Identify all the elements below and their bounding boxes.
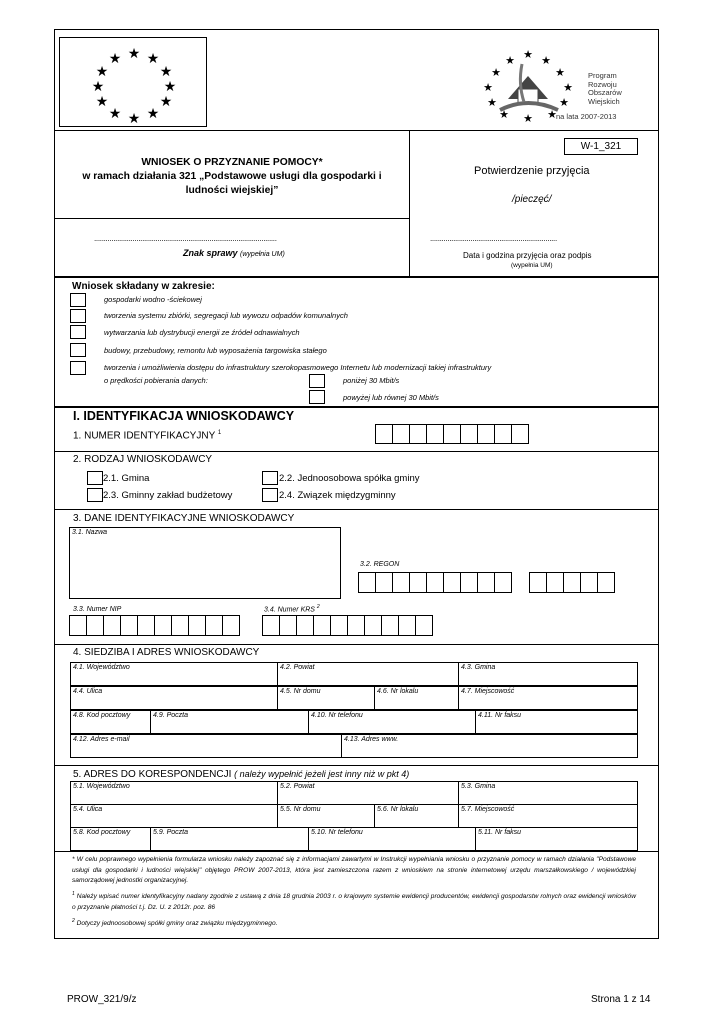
scope-item: gospodarki wodno -ściekowej xyxy=(104,295,202,304)
date-dots: .................................................................. xyxy=(430,234,557,243)
footnote-2-text: Dotyczy jednoosobowej spółki gminy oraz związku międzygminnego. xyxy=(76,920,278,928)
logo-line: Program xyxy=(588,71,617,80)
confirmation-label: Potwierdzenie przyjęcia xyxy=(474,165,590,177)
krs-text: 3.4. Numer KRS xyxy=(264,606,315,614)
case-note: (wypełnia UM) xyxy=(240,251,285,258)
corr-house-number-field[interactable] xyxy=(277,804,375,828)
website-field[interactable] xyxy=(341,734,638,758)
section4-title: 4. SIEDZIBA I ADRES WNIOSKODAWCY xyxy=(73,647,260,658)
field-label: 5.11. Nr faksu xyxy=(478,829,522,836)
applicant-type-label: 2.4. Związek międzygminny xyxy=(279,490,396,501)
field-label: 5.7. Miejscowość xyxy=(461,806,515,813)
svg-text:★: ★ xyxy=(108,106,122,122)
field-label: 4.10. Nr telefonu xyxy=(311,712,363,719)
section3-title: 3. DANE IDENTYFIKACYJNE WNIOSKODAWCY xyxy=(73,513,295,524)
svg-text:★: ★ xyxy=(483,81,493,94)
svg-text:★: ★ xyxy=(555,66,565,79)
nip-boxes[interactable] xyxy=(69,615,240,636)
regon-extra-boxes[interactable] xyxy=(529,572,615,593)
krs-boxes[interactable] xyxy=(262,615,433,636)
postal-code-field[interactable] xyxy=(70,710,151,734)
field-label: 4.8. Kod pocztowy xyxy=(73,712,131,719)
footer-code: PROW_321/9/z xyxy=(67,994,137,1005)
field-label: 5.8. Kod pocztowy xyxy=(73,829,131,836)
id-number-label xyxy=(73,430,221,441)
form-code: W-1_321 xyxy=(580,141,622,152)
field-label: 4.11. Nr faksu xyxy=(478,712,522,719)
krs-footnote-mark: 2 xyxy=(316,604,320,610)
corr-commune-field[interactable] xyxy=(458,781,638,805)
field-label: 5.3. Gmina xyxy=(461,783,496,790)
corr-street-field[interactable] xyxy=(70,804,278,828)
field-label: 5.4. Ulica xyxy=(73,806,103,813)
scope-checkbox-waste[interactable] xyxy=(70,309,86,323)
field-label: 4.7. Miejscowość xyxy=(461,688,515,695)
applicant-type-label: 2.1. Gmina xyxy=(103,473,150,484)
field-label: 4.12. Adres e-mail xyxy=(73,736,130,743)
case-dots: ............................................................................................... xyxy=(94,234,277,243)
corr-voivodeship-field[interactable] xyxy=(70,781,278,805)
footnote-1-text: Należy wpisać numer identyfikacyjny nadany zgodnie z ustawą z dnia 18 grudnia 2003 r. o krajowym systemie ewidencji producentów, ewidencji gospodarstw rolnych oraz ewidencji wniosków o przyznanie płatności t.j. Dz. U. z 2012r. poz. 86 xyxy=(72,893,636,911)
city-field[interactable] xyxy=(458,686,638,710)
name-label: 3.1. Nazwa xyxy=(72,529,108,536)
stamp-label: /pieczęć/ xyxy=(512,194,552,205)
applicant-type-label: 2.2. Jednoosobowa spółka gminy xyxy=(279,473,420,484)
krs-label xyxy=(264,604,320,613)
nip-label: 3.3. Numer NIP xyxy=(73,606,122,613)
svg-text:★: ★ xyxy=(499,108,509,121)
svg-text:★: ★ xyxy=(163,79,177,95)
svg-text:★: ★ xyxy=(91,79,105,95)
svg-text:★: ★ xyxy=(547,108,557,121)
case-number-label xyxy=(183,248,285,258)
footnote-2-mark: 2 xyxy=(72,918,75,924)
corr-city-field[interactable] xyxy=(458,804,638,828)
id-footnote-mark: 1 xyxy=(217,430,222,436)
logo-line: na lata 2007-2013 xyxy=(556,112,617,121)
apartment-number-field[interactable] xyxy=(374,686,459,710)
house-number-field[interactable] xyxy=(277,686,375,710)
logo-line: Rozwoju xyxy=(588,79,617,89)
fax-field[interactable] xyxy=(475,710,638,734)
corr-phone-field[interactable] xyxy=(308,827,476,851)
title-line: WNIOSEK O PRZYZNANIE POMOCY* xyxy=(141,157,323,168)
applicant-type-checkbox-budget-unit[interactable] xyxy=(87,488,103,502)
speed-checkbox-below-30[interactable] xyxy=(309,374,325,388)
corr-fax-field[interactable] xyxy=(475,827,638,851)
scope-checkbox-market[interactable] xyxy=(70,343,86,357)
svg-text:★: ★ xyxy=(95,64,109,80)
date-note: (wypełnia UM) xyxy=(511,262,553,269)
svg-text:★: ★ xyxy=(559,96,569,109)
svg-text:★: ★ xyxy=(487,96,497,109)
voivodeship-field[interactable] xyxy=(70,662,278,686)
title-line: w ramach działania 321 „Podstawowe usługi dla gospodarki i xyxy=(82,171,382,182)
scope-checkbox-water[interactable] xyxy=(70,293,86,307)
svg-text:★: ★ xyxy=(563,81,573,94)
case-label: Znak sprawy xyxy=(183,248,238,258)
field-label: 4.2. Powiat xyxy=(280,664,315,671)
section5-note: ( należy wypełnić jeżeli jest inny niż w pkt 4) xyxy=(234,769,410,779)
section1-title: I. IDENTYFIKACJA WNIOSKODAWCY xyxy=(73,409,295,423)
corr-post-office-field[interactable] xyxy=(150,827,309,851)
scope-checkbox-internet[interactable] xyxy=(70,361,86,375)
street-field[interactable] xyxy=(70,686,278,710)
field-label: 5.5. Nr domu xyxy=(280,806,321,813)
field-label: 4.4. Ulica xyxy=(73,688,103,695)
field-label: 4.5. Nr domu xyxy=(280,688,321,695)
section2-title: 2. RODZAJ WNIOSKODAWCY xyxy=(73,454,213,465)
svg-text:★: ★ xyxy=(108,51,122,67)
phone-field[interactable] xyxy=(308,710,476,734)
date-label: Data i godzina przyjęcia oraz podpis xyxy=(463,251,592,260)
field-label: 5.6. Nr lokalu xyxy=(377,806,419,813)
regon-label: 3.2. REGON xyxy=(360,561,400,568)
logo-line: Obszarów xyxy=(588,88,622,98)
corr-apartment-number-field[interactable] xyxy=(374,804,459,828)
field-label: 5.2. Powiat xyxy=(280,783,315,790)
email-field[interactable] xyxy=(70,734,342,758)
scope-item: wytwarzania lub dystrybucji energii ze źródeł odnawialnych xyxy=(104,328,300,337)
form-code-box xyxy=(564,138,638,155)
section5-title: 5. ADRES DO KORESPONDENCJI xyxy=(73,769,232,780)
svg-text:★: ★ xyxy=(127,46,141,62)
district-field[interactable] xyxy=(277,662,459,686)
field-label: 4.13. Adres www. xyxy=(344,736,399,743)
form-title xyxy=(60,156,404,198)
applicant-type-checkbox-company[interactable] xyxy=(262,471,278,485)
svg-text:★: ★ xyxy=(505,54,515,67)
field-label: 5.1. Województwo xyxy=(73,783,130,790)
scope-heading: Wniosek składany w zakresie: xyxy=(72,281,215,292)
scope-checkbox-energy[interactable] xyxy=(70,325,86,339)
field-label: 5.9. Poczta xyxy=(153,829,189,836)
scope-item: budowy, przebudowy, remontu lub wyposażenia targowiska stałego xyxy=(104,346,327,355)
eu-flag-logo xyxy=(59,37,207,127)
svg-text:★: ★ xyxy=(541,54,551,67)
applicant-type-checkbox-commune[interactable] xyxy=(87,471,103,485)
svg-text:★: ★ xyxy=(146,51,160,67)
corr-district-field[interactable] xyxy=(277,781,459,805)
svg-text:★: ★ xyxy=(523,48,533,61)
footnote-2 xyxy=(72,916,636,930)
svg-text:★: ★ xyxy=(159,64,173,80)
svg-text:★: ★ xyxy=(127,111,141,126)
section5-heading xyxy=(73,769,409,780)
id-number-boxes[interactable] xyxy=(375,424,529,444)
field-label: 4.1. Województwo xyxy=(73,664,130,671)
footnote-instructions: * W celu poprawnego wypełnienia formularza wniosku należy zapoznać się z informacjami zawartymi w Instrukcji wypełniania wniosku o przyznanie pomocy w ramach działania "Podstawowe usługi dla gospodarki i ludności wiejskiej" objętego PROW 2007-2013, która jest zamieszczona razem z wnioskiem na stronie internetowej urzędu marszałkowskiego / wojewódzkiej samorządowej jednostki organizacyjnej. xyxy=(72,856,636,884)
speed-checkbox-30-plus[interactable] xyxy=(309,390,325,404)
svg-text:★: ★ xyxy=(523,112,533,124)
commune-field[interactable] xyxy=(458,662,638,686)
svg-text:★: ★ xyxy=(146,106,160,122)
footnote-1-mark: 1 xyxy=(72,891,75,897)
svg-text:★: ★ xyxy=(491,66,501,79)
field-label: 4.9. Poczta xyxy=(153,712,189,719)
applicant-type-label: 2.3. Gminny zakład budżetowy xyxy=(103,490,233,501)
field-label: 4.3. Gmina xyxy=(461,664,496,671)
name-field[interactable] xyxy=(69,527,341,599)
corr-postal-code-field[interactable] xyxy=(70,827,151,851)
speed-label: o prędkości pobierania danych: xyxy=(104,376,208,385)
svg-text:★: ★ xyxy=(159,94,173,110)
logo-line: Wiejskich xyxy=(588,97,620,107)
field-label: 4.6. Nr lokalu xyxy=(377,688,419,695)
post-office-field[interactable] xyxy=(150,710,309,734)
field-label: 5.10. Nr telefonu xyxy=(311,829,363,836)
scope-item: tworzenia i umożliwienia dostępu do infrastruktury szerokopasmowego Internetu lub modernizacji takiej infrastruktury xyxy=(104,363,492,372)
footnote-1 xyxy=(72,889,636,913)
speed-option: poniżej 30 Mbit/s xyxy=(343,376,400,385)
svg-text:★: ★ xyxy=(95,94,109,110)
speed-option: powyżej lub równej 30 Mbit/s xyxy=(343,393,439,402)
regon-boxes[interactable] xyxy=(358,572,512,593)
applicant-type-checkbox-union[interactable] xyxy=(262,488,278,502)
scope-item: tworzenia systemu zbiórki, segregacji lub wywozu odpadów komunalnych xyxy=(104,311,348,320)
id-label: 1. NUMER IDENTYFIKACYJNY xyxy=(73,430,216,442)
page-number: Strona 1 z 14 xyxy=(591,994,651,1005)
eu-stars-icon xyxy=(60,38,206,126)
title-line: ludności wiejskiej” xyxy=(185,185,279,196)
prow-logo xyxy=(470,44,640,124)
